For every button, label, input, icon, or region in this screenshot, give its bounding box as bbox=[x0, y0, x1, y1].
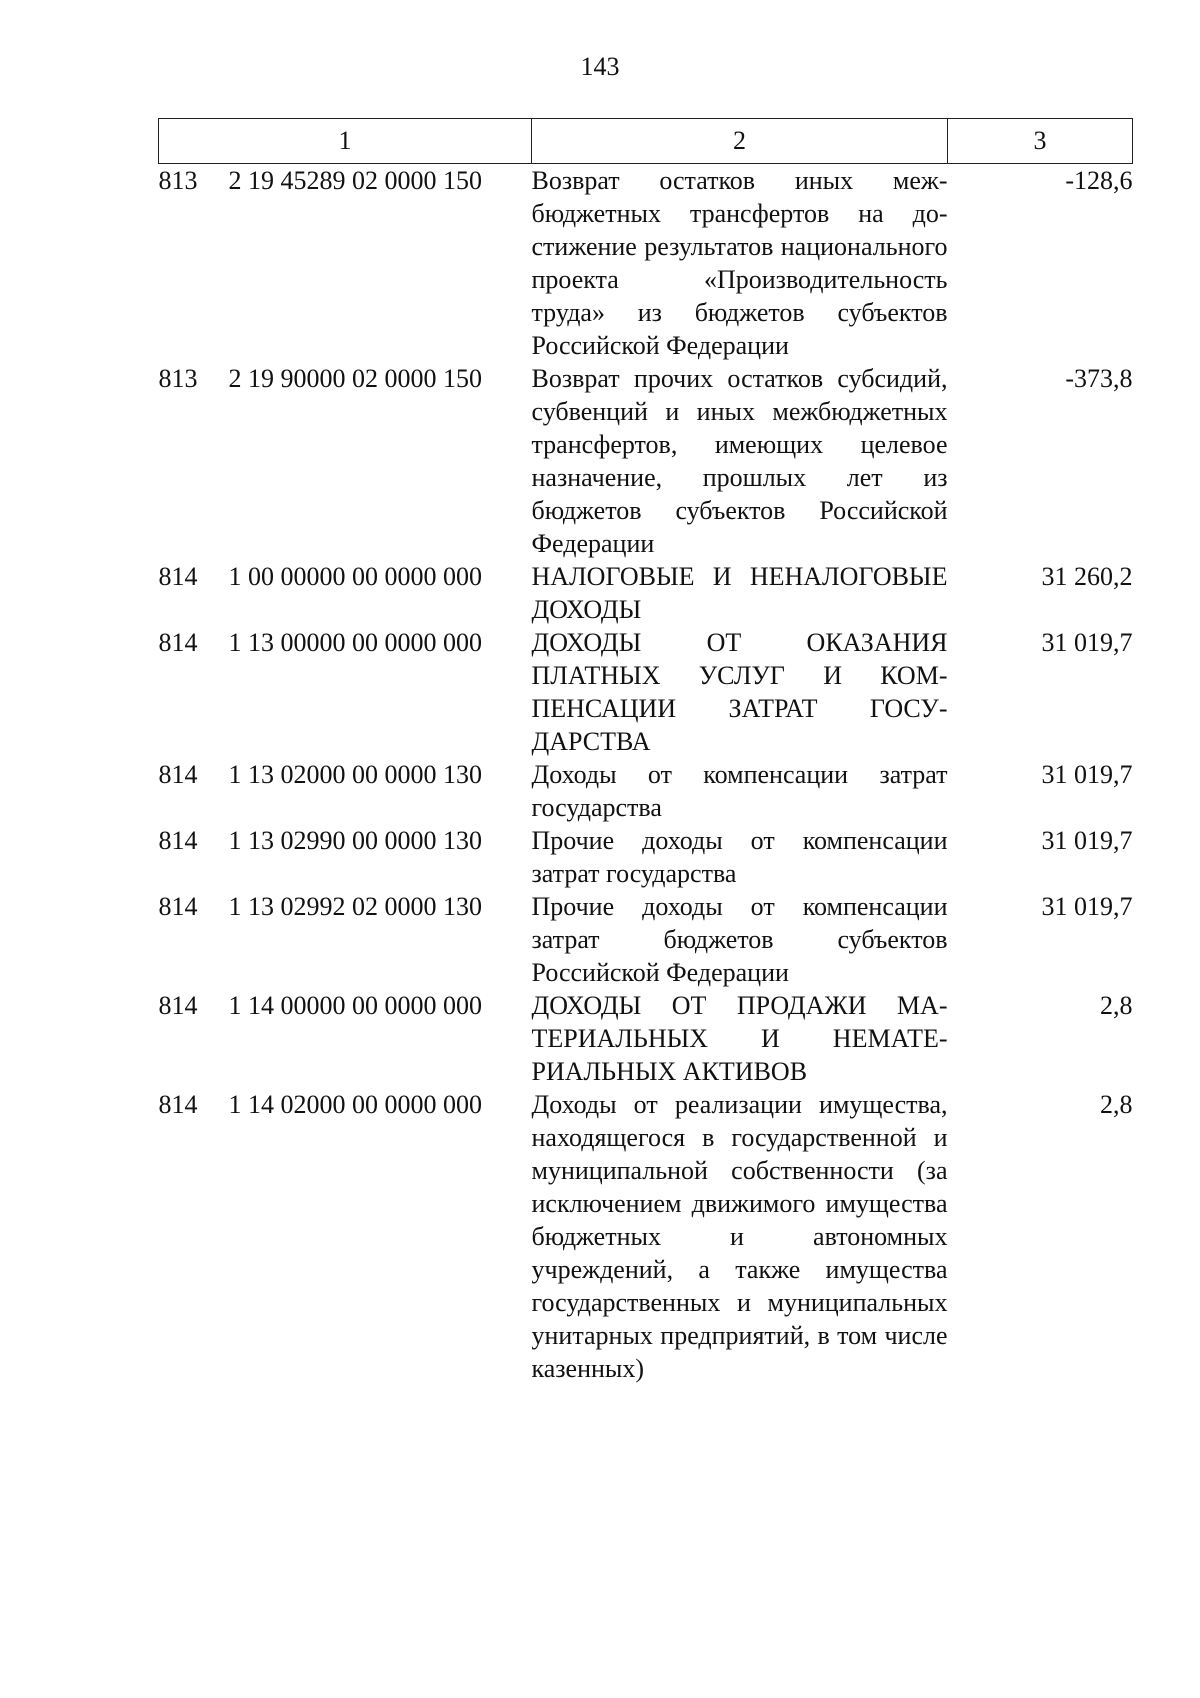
admin-code: 813 bbox=[158, 364, 198, 393]
column-header-3: 3 bbox=[948, 119, 1133, 164]
item-amount: 31 019,7 bbox=[1041, 826, 1133, 855]
table-row bbox=[159, 890, 1133, 989]
item-amount: 31 019,7 bbox=[1041, 892, 1133, 921]
table-row bbox=[159, 362, 1133, 560]
admin-code: 814 bbox=[158, 1090, 198, 1119]
item-amount: 31 260,2 bbox=[1041, 562, 1133, 591]
code-cell bbox=[159, 626, 532, 758]
item-name: Доходы от реализации имущества, находящегося в государственной и муниципальной собственности (за исключением движимого имущества бюджетных и автономных учреждений, а также имущества государственных и муниципальных унитарных предприятий, в том числе казенных) bbox=[531, 1090, 948, 1383]
admin-code: 814 bbox=[158, 892, 198, 921]
admin-code: 814 bbox=[158, 628, 198, 657]
budget-code: 2 19 90000 02 0000 150 bbox=[228, 364, 482, 393]
column-header-1: 1 bbox=[159, 119, 532, 164]
budget-code: 1 00 00000 00 0000 000 bbox=[228, 562, 482, 591]
item-name: Прочие доходы от компенсации затрат бюджетов субъектов Российской Федерации bbox=[531, 892, 948, 987]
code-cell bbox=[159, 758, 532, 824]
table-row bbox=[159, 758, 1133, 824]
code-cell bbox=[159, 362, 532, 560]
code-cell bbox=[159, 164, 532, 363]
item-amount: 2,8 bbox=[1100, 991, 1133, 1020]
item-name: НАЛОГОВЫЕ И НЕНАЛОГОВЫЕ ДОХОДЫ bbox=[531, 562, 948, 624]
code-cell bbox=[159, 824, 532, 890]
budget-code: 1 14 00000 00 0000 000 bbox=[228, 991, 482, 1020]
admin-code: 814 bbox=[158, 760, 198, 789]
table-header bbox=[159, 119, 1133, 164]
budget-code: 1 14 02000 00 0000 000 bbox=[228, 1090, 482, 1119]
item-name: Прочие доходы от компенсации затрат государства bbox=[531, 826, 948, 888]
table-row bbox=[159, 1088, 1133, 1385]
item-name: Возврат остатков иных межбюджетных трансфертов на достижение результатов национального проекта «Производительность труда» из бюджетов субъектов Российской Федерации bbox=[531, 166, 948, 360]
budget-table bbox=[158, 118, 1133, 1385]
page-number: 143 bbox=[580, 52, 620, 81]
item-name: ДОХОДЫ ОТ ОКАЗАНИЯ ПЛАТНЫХ УСЛУГ И КОМПЕНСАЦИИ ЗАТРАТ ГОСУДАРСТВА bbox=[531, 628, 948, 756]
item-amount: 31 019,7 bbox=[1041, 628, 1133, 657]
budget-code: 2 19 45289 02 0000 150 bbox=[228, 166, 482, 195]
code-cell bbox=[159, 560, 532, 626]
budget-code: 1 13 02990 00 0000 130 bbox=[228, 826, 482, 855]
item-name: Доходы от компенсации затрат государства bbox=[531, 760, 948, 822]
code-cell bbox=[159, 1088, 532, 1385]
table-row bbox=[159, 989, 1133, 1088]
budget-code: 1 13 00000 00 0000 000 bbox=[228, 628, 482, 657]
item-amount: -373,8 bbox=[1065, 364, 1133, 393]
item-amount: -128,6 bbox=[1065, 166, 1133, 195]
item-name: Возврат прочих остатков субсидий, субвенций и иных межбюджетных трансфертов, имеющих целевое назначение, прошлых лет из бюджетов субъектов Российской Федерации bbox=[531, 364, 948, 558]
item-amount: 31 019,7 bbox=[1041, 760, 1133, 789]
table-row bbox=[159, 626, 1133, 758]
admin-code: 813 bbox=[158, 166, 198, 195]
admin-code: 814 bbox=[158, 991, 198, 1020]
item-amount: 2,8 bbox=[1100, 1090, 1133, 1119]
column-header-2: 2 bbox=[532, 119, 948, 164]
admin-code: 814 bbox=[158, 562, 198, 591]
item-name: ДОХОДЫ ОТ ПРОДАЖИ МАТЕРИАЛЬНЫХ И НЕМАТЕРИАЛЬНЫХ АКТИВОВ bbox=[531, 991, 948, 1086]
table-row bbox=[159, 824, 1133, 890]
table-row bbox=[159, 560, 1133, 626]
code-cell bbox=[159, 989, 532, 1088]
code-cell bbox=[159, 890, 532, 989]
admin-code: 814 bbox=[158, 826, 198, 855]
budget-code: 1 13 02000 00 0000 130 bbox=[228, 760, 482, 789]
budget-code: 1 13 02992 02 0000 130 bbox=[228, 892, 482, 921]
table-row bbox=[159, 164, 1133, 363]
